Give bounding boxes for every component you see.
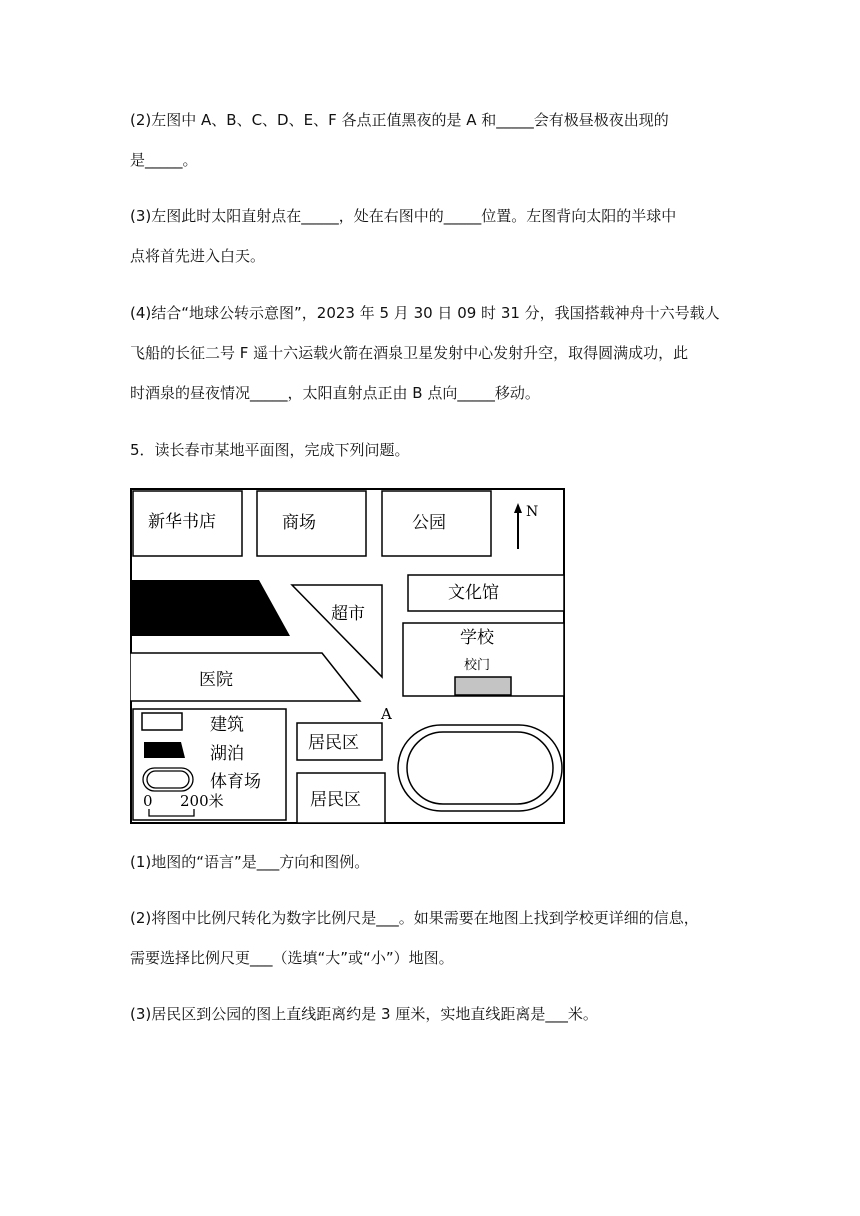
question-4-line-1: (4)结合“地球公转示意图”，2023 年 5 月 30 日 09 时 31 分，我国搭载神舟十六号载人 xyxy=(130,304,720,322)
legend-building-symbol xyxy=(142,713,182,730)
park-label: 公园 xyxy=(412,513,446,533)
question-4-line-2: 飞船的长征二号 F 遥十六运载火箭在酒泉卫星发射中心发射升空，取得圆满成功，此 xyxy=(130,344,689,362)
question-5-3: (3)居民区到公园的图上直线距离约是 3 厘米，实地直线距离是___米。 xyxy=(130,1005,598,1023)
residential-label-2: 居民区 xyxy=(310,790,361,810)
school-gate xyxy=(455,677,511,695)
mall-label: 商场 xyxy=(282,513,316,533)
question-5-2-line-1: (2)将图中比例尺转化为数字比例尺是___。如果需要在地图上找到学校更详细的信息， xyxy=(130,909,699,927)
legend-stadium-inner xyxy=(147,771,189,788)
school-label: 学校 xyxy=(460,628,494,648)
scale-zero-label: 0 xyxy=(143,792,153,810)
school-gate-label: 校门 xyxy=(464,658,491,673)
question-2-line-1: (2)左图中 A、B、C、D、E、F 各点正值黑夜的是 A 和_____会有极昼极夜出现的 xyxy=(130,111,669,129)
city-plan-map xyxy=(130,488,566,825)
legend-lake-label: 湖泊 xyxy=(210,744,244,764)
point-a-label: A xyxy=(381,705,392,723)
bookstore-label: 新华书店 xyxy=(148,512,216,532)
culture-hall-label: 文化馆 xyxy=(448,583,499,603)
question-5-1: (1)地图的“语言”是___方向和图例。 xyxy=(130,853,370,871)
stadium-inner-track xyxy=(407,732,553,804)
scale-end-label: 200米 xyxy=(180,792,224,810)
hospital-label: 医院 xyxy=(199,670,233,690)
legend-building-label: 建筑 xyxy=(210,715,244,735)
residential-label-1: 居民区 xyxy=(308,733,359,753)
legend-stadium-label: 体育场 xyxy=(210,772,261,792)
question-3-line-1: (3)左图此时太阳直射点在_____，处在右图中的_____位置。左图背向太阳的半球中 xyxy=(130,207,677,225)
question-5-2-line-2: 需要选择比例尺更___（选填“大”或“小”）地图。 xyxy=(130,949,454,967)
question-4-line-3: 时酒泉的昼夜情况_____，太阳直射点正由 B 点向_____移动。 xyxy=(130,384,540,402)
north-label: N xyxy=(526,504,539,520)
supermarket-label: 超市 xyxy=(331,604,365,624)
question-3-line-2: 点将首先进入白天。 xyxy=(130,247,266,265)
question-2-line-2: 是_____。 xyxy=(130,151,198,169)
question-5-intro: 5．读长春市某地平面图，完成下列问题。 xyxy=(130,441,410,459)
hospital-building xyxy=(130,653,360,701)
legend-lake-symbol xyxy=(144,742,185,758)
